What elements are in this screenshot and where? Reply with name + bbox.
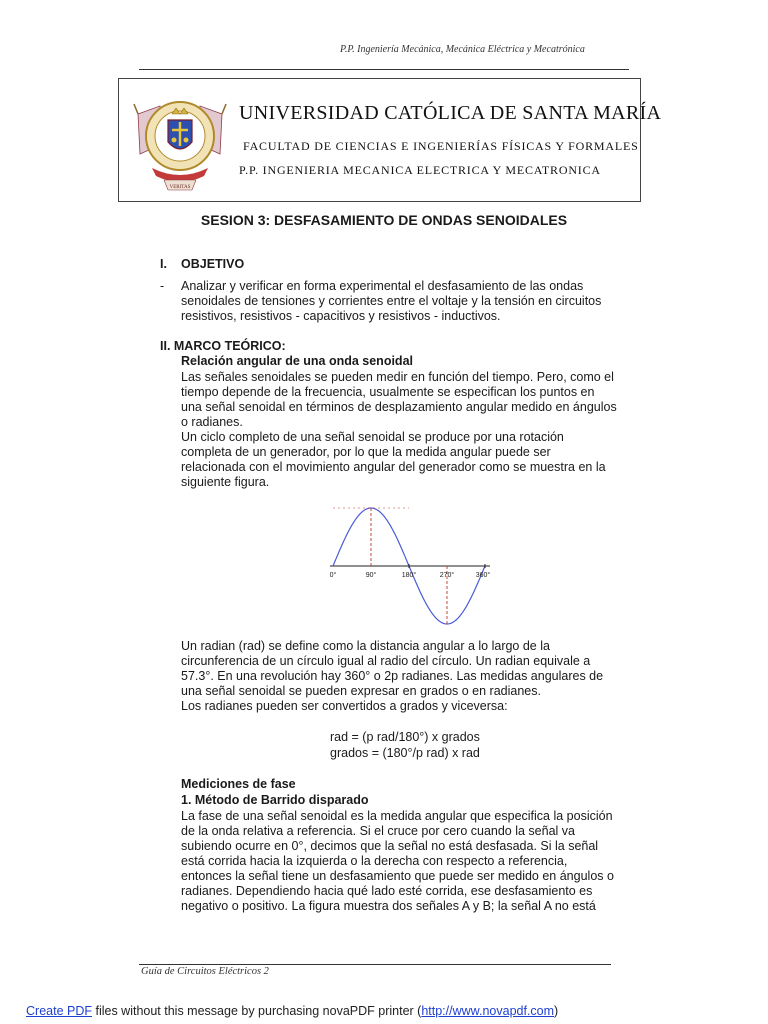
- text-line: circunferencia de un círculo igual al radio del círculo. Un radian equivale a: [181, 654, 591, 668]
- label-90: 90°: [365, 572, 377, 579]
- text-line: Analizar y verificar en forma experimental el desfasamiento de las ondas: [181, 279, 584, 293]
- svg-text:VERITAS: VERITAS: [169, 185, 191, 190]
- novapdf-notice: [26, 1004, 558, 1018]
- label-270: 270°: [439, 572, 455, 579]
- program-header: P.P. Ingeniería Mecánica, Mecánica Eléctrica y Mecatrónica: [340, 44, 585, 55]
- label-360: 360°: [475, 572, 491, 579]
- text-line: Los radianes pueden ser convertidos a grados y viceversa:: [181, 699, 508, 713]
- marco-para1: [181, 370, 637, 490]
- create-pdf-link[interactable]: Create PDF: [26, 1004, 92, 1018]
- text-line: de la onda relativa a referencia. Si el cruce por cero cuando la señal va: [181, 824, 575, 838]
- text-line: La fase de una señal senoidal es la medida angular que especifica la posición: [181, 809, 613, 823]
- faculty-name: FACULTAD DE CIENCIAS E INGENIERÍAS FÍSICAS Y FORMALES: [243, 139, 639, 153]
- objetivo-bullet: -: [160, 279, 165, 293]
- text-line: 57.3°. En una revolución hay 360° o 2p radianes. Las medidas angulares de: [181, 669, 604, 683]
- notice-text: files without this message by purchasing novaPDF printer (: [92, 1004, 422, 1018]
- formula-rad: rad = (p rad/180°) x grados: [330, 730, 480, 744]
- marco-subheading: Relación angular de una onda senoidal: [181, 354, 413, 368]
- marco-para3: [181, 639, 637, 714]
- text-line: o radianes.: [181, 415, 243, 429]
- mediciones-heading: Mediciones de fase: [181, 777, 296, 791]
- text-line: está corrida hacia la izquierda o la derecha con respecto a referencia,: [181, 854, 568, 868]
- marco-heading: II. MARCO TEÓRICO:: [160, 339, 286, 353]
- mediciones-subheading: 1. Método de Barrido disparado: [181, 793, 369, 807]
- sine-wave-figure: [320, 498, 500, 630]
- text-line: Un ciclo completo de una señal senoidal se produce por una rotación: [181, 430, 564, 444]
- text-line: relacionada con el movimiento angular del generador como se muestra en la: [181, 460, 606, 474]
- university-seal-logo: [130, 84, 230, 196]
- text-line: una señal senoidal se pueden expresar en grados o en radianes.: [181, 684, 541, 698]
- formula-grados: grados = (180°/p rad) x rad: [330, 746, 480, 760]
- text-line: completa de un generador, por lo que la medida angular puede ser: [181, 445, 551, 459]
- text-line: Las señales senoidales se pueden medir en función del tiempo. Pero, como el: [181, 370, 614, 384]
- label-0: 0°: [329, 572, 337, 579]
- guide-footer: Guía de Circuitos Eléctricos 2: [141, 966, 269, 977]
- text-line: una señal senoidal en términos de desplazamiento angular medido en ángulos: [181, 400, 617, 414]
- objetivo-number: I.: [160, 257, 167, 271]
- text-line: subiendo ocurre en 0°, decimos que la señal no está desfasada. Si la señal: [181, 839, 599, 853]
- label-180: 180°: [401, 572, 417, 579]
- mediciones-text: [181, 809, 637, 914]
- session-title: SESION 3: DESFASAMIENTO DE ONDAS SENOIDALES: [200, 212, 568, 228]
- objetivo-heading: OBJETIVO: [181, 257, 245, 271]
- school-name: P.P. INGENIERIA MECANICA ELECTRICA Y MECATRONICA: [239, 163, 601, 177]
- text-line: radianes. Dependiendo hacia qué lado esté corrida, ese desfasamiento es: [181, 884, 593, 898]
- header-rule: [139, 69, 629, 70]
- footer-rule: [139, 964, 611, 965]
- notice-end: ): [554, 1004, 559, 1018]
- text-line: senoidales de tensiones y corrientes entre el voltaje y la tensión en circuitos: [181, 294, 602, 308]
- objetivo-text: [181, 279, 637, 324]
- text-line: tiempo depende de la frecuencia, usualmente se especifican los puntos en: [181, 385, 595, 399]
- text-line: resistivos, resistivos - capacitivos y resistivos - inductivos.: [181, 309, 501, 323]
- novapdf-url-link[interactable]: http://www.novapdf.com: [421, 1004, 555, 1018]
- text-line: negativo o positivo. La figura muestra dos señales A y B; la señal A no está: [181, 899, 596, 913]
- text-line: Un radian (rad) se define como la distancia angular a lo largo de la: [181, 639, 550, 653]
- text-line: siguiente figura.: [181, 475, 270, 489]
- text-line: entonces la señal tiene un desfasamiento que puede ser medido en ángulos o: [181, 869, 614, 883]
- university-name: UNIVERSIDAD CATÓLICA DE SANTA MARÍA: [239, 102, 662, 124]
